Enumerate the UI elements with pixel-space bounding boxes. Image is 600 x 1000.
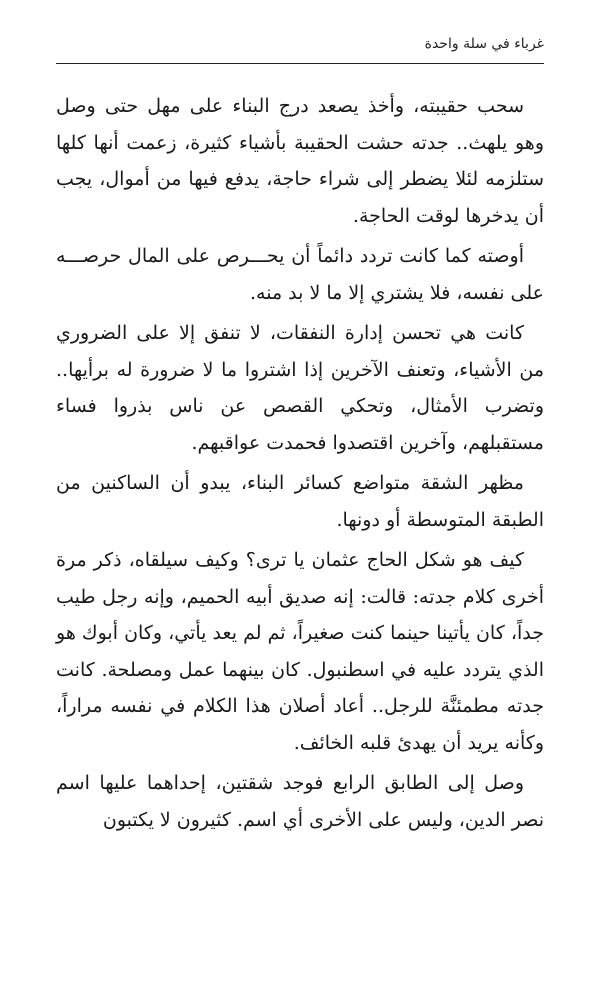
paragraph: سحب حقيبته، وأخذ يصعد درج البناء على مهل حتى وصل وهو يلهث.. جدته حشت الحقيبة بأشياء كثيرة، زعمت أنها كلها ستلزمه لئلا يضطر إلى شراء حاجة، يدفع فيها من أموال، يجب أن يدخرها لوقت الحاجة. (56, 95, 544, 227)
paragraph: مظهر الشقة متواضع كسائر البناء، يبدو أن الساكنين من الطبقة المتوسطة أو دونها. (56, 472, 544, 531)
header-rule (56, 63, 544, 64)
paragraph: وصل إلى الطابق الرابع فوجد شقتين، إحداهما عليها اسم نصر الدين، وليس على الأخرى أي اسم. كثيرون لا يكتبون (56, 772, 544, 831)
body-text (56, 88, 544, 842)
paragraph: كانت هي تحسن إدارة النفقات، لا تنفق إلا على الضروري من الأشياء، وتعنف الآخرين إذا اشتروا ما لا ضرورة له برأيها.. وتضرب الأمثال، وتحكي القصص عن ناس بذروا فساء مستقبلهم، وآخرين اقتصدوا فحمدت عواقبهم. (56, 322, 544, 454)
running-header: غرباء في سلة واحدة (424, 36, 544, 52)
paragraph: أوصته كما كانت تردد دائماً أن يحـــرص على المال حرصـــه على نفسه، فلا يشتري إلا ما لا بد منه. (56, 245, 544, 304)
paragraph: كيف هو شكل الحاج عثمان يا ترى؟ وكيف سيلقاه، ذكر مرة أخرى كلام جدته: قالت: إنه صديق أبيه الحميم، وإنه رجل طيب جداً، كان يأتينا حينما كنت صغيراً، ثم لم يعد يأتي، وكان أبوك هو الذي يتردد عليه في اسطنبول. كان بينهما عمل ومصلحة. كانت جدته مطمئنَّة للرجل.. أعاد أصلان هذا الكلام في نفسه مراراً، وكأنه يريد أن يهدئ قلبه الخائف. (56, 549, 544, 754)
